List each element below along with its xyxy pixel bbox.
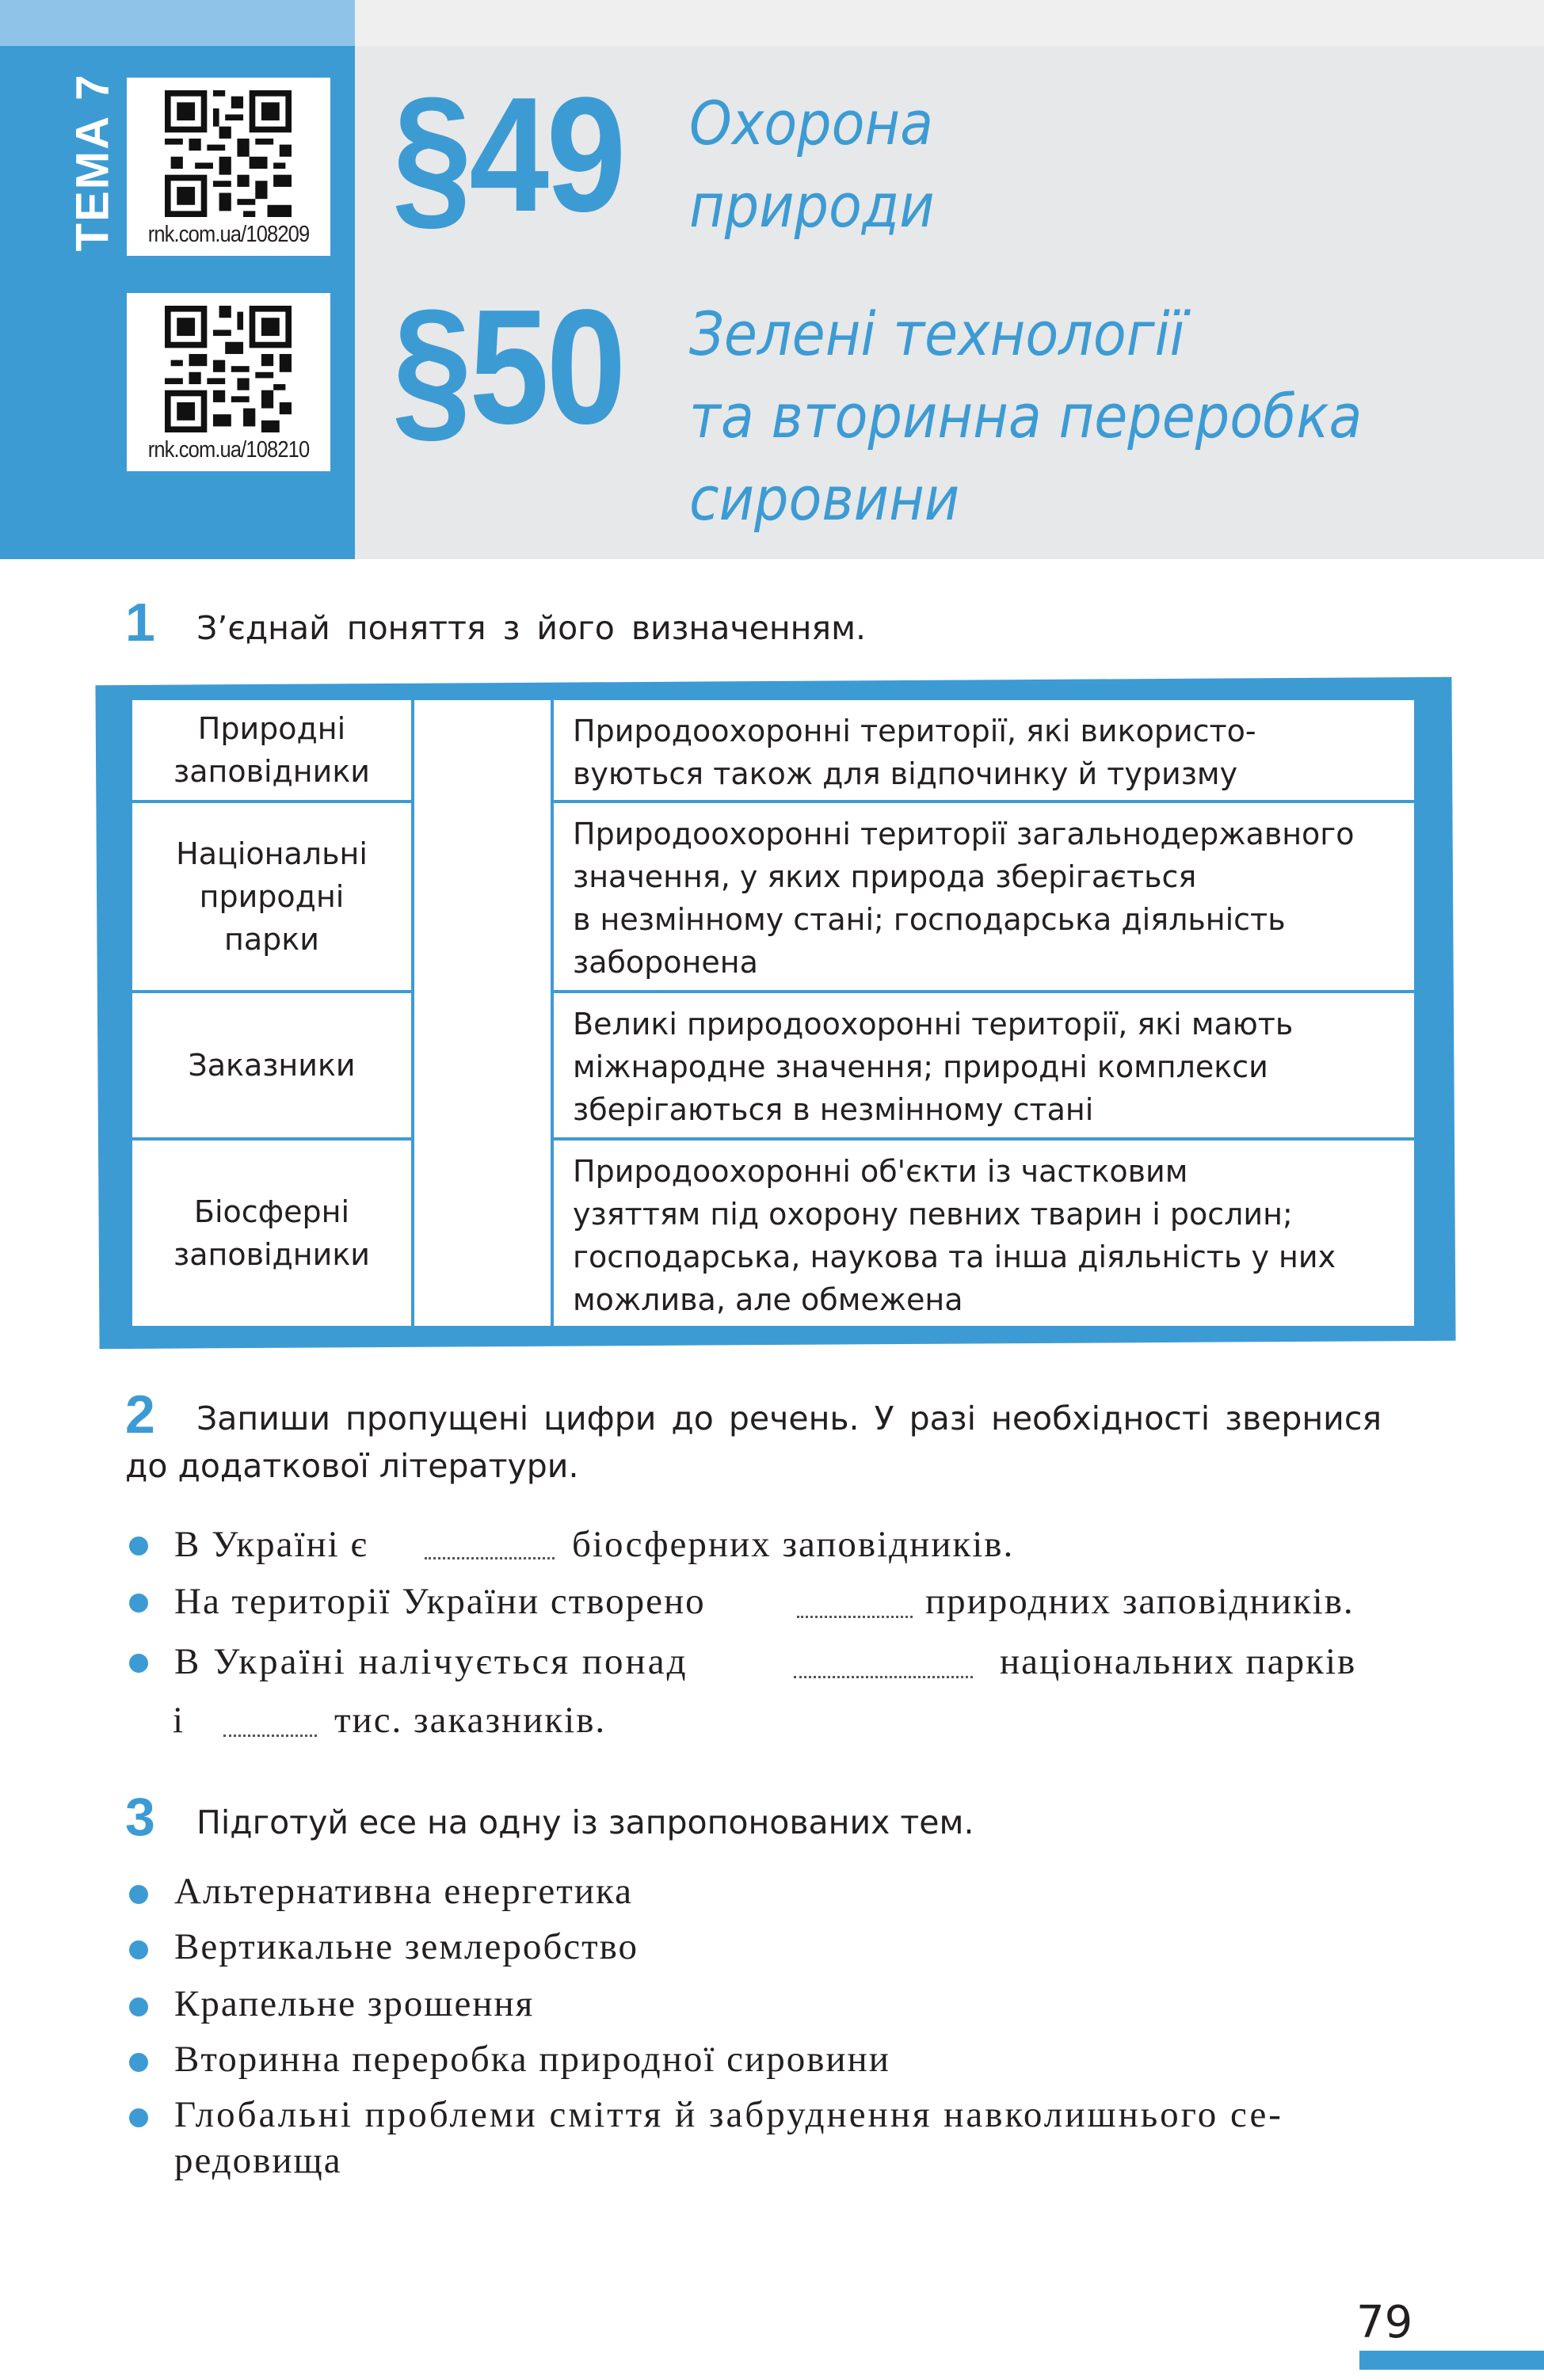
page-number: 79 [1356,2297,1413,2348]
bullet-icon [129,2108,148,2127]
task-instruction: Запиши пропущені цифри до речень. У разі необхідності звернися [196,1399,1382,1438]
bullet-icon [129,1940,148,1959]
sentence-text: тис. заказників. [334,1700,607,1741]
essay-topic: Вторинна переробка природної сировини [174,2039,890,2080]
answer-blank[interactable] [797,1616,913,1618]
answer-blank[interactable] [223,1735,317,1737]
paragraph-title-49: Охорона природи [689,88,935,241]
essay-topic-cont: редовища [174,2140,342,2181]
term-cell: Заказники [129,990,414,1140]
bullet-icon [129,2053,148,2072]
essay-topic: Глобальні проблеми сміття й забруднення навколишнього се- [174,2094,1283,2135]
task-number: 2 [125,1384,155,1445]
definition-cell: Природоохоронні території загальнодержавного значення, у яких природа зберігається в незмінному стані; господарська діяльність заборонена [551,800,1417,993]
qr-url[interactable]: rnk.com.ua/108210 [147,437,310,463]
qr-code-icon [165,306,292,432]
paragraph-title-50: Зелені технології та вторинна переробка сировини [689,299,1363,534]
definition-cell: Великі природоохоронні території, які мають міжнародне значення; природні комплекси зберігаються в незмінному стані [551,990,1417,1140]
bullet-icon [129,1997,148,2016]
paragraph-number-49: §49 [392,63,623,246]
definition-cell: Природоохоронні об'єкти із частковим узяттям під охорону певних тварин і рослин; господарська, наукова та інша діяльність у них можлива, але обмежена [551,1137,1417,1329]
task-instruction: З’єднай поняття з його визначенням. [196,609,867,647]
essay-topic: Альтернативна енергетика [174,1871,633,1912]
qr-card-1[interactable] [127,78,330,256]
task-instruction: Підготуй есе на одну із запропонованих тем. [196,1803,974,1841]
answer-blank[interactable] [794,1676,973,1678]
sentence-text: і [173,1700,185,1741]
bullet-icon [129,1654,148,1673]
essay-topic: Вертикальне землеробство [174,1926,639,1967]
task-number: 1 [125,592,155,653]
task-number: 3 [125,1787,155,1847]
sentence-text: національних парків [1000,1641,1357,1682]
qr-card-2[interactable] [127,293,330,471]
sentence-text: біосферних заповідників. [572,1524,1015,1565]
definition-cell: Природоохоронні території, які використо- вуються також для відпочинку й туризму [551,697,1417,803]
task-instruction-cont: до додаткової літератури. [125,1447,579,1485]
bullet-icon [129,1885,148,1904]
sentence-text: В Україні є [174,1524,368,1565]
bullet-icon [129,1594,148,1613]
topic-sidebar-top [0,0,355,46]
term-cell: Природні заповідники [129,697,414,803]
sentence-text: В Україні налічується понад [174,1641,688,1682]
bullet-icon [129,1537,148,1556]
term-cell: Національні природні парки [129,800,414,993]
paragraph-number-50: §50 [392,276,623,458]
qr-code-icon [165,90,292,217]
sentence-text: природних заповідників. [925,1581,1355,1622]
footer-bar [1359,2351,1544,2370]
term-cell: Біосферні заповідники [129,1137,414,1329]
answer-blank[interactable] [425,1557,555,1559]
sentence-text: На території України створено [174,1581,706,1622]
connection-column[interactable] [411,697,554,1329]
qr-url[interactable]: rnk.com.ua/108209 [147,222,310,247]
header-top-strip [355,0,1544,46]
essay-topic: Крапельне зрошення [174,1983,535,2024]
topic-label: ТЕМА 7 [67,73,119,252]
